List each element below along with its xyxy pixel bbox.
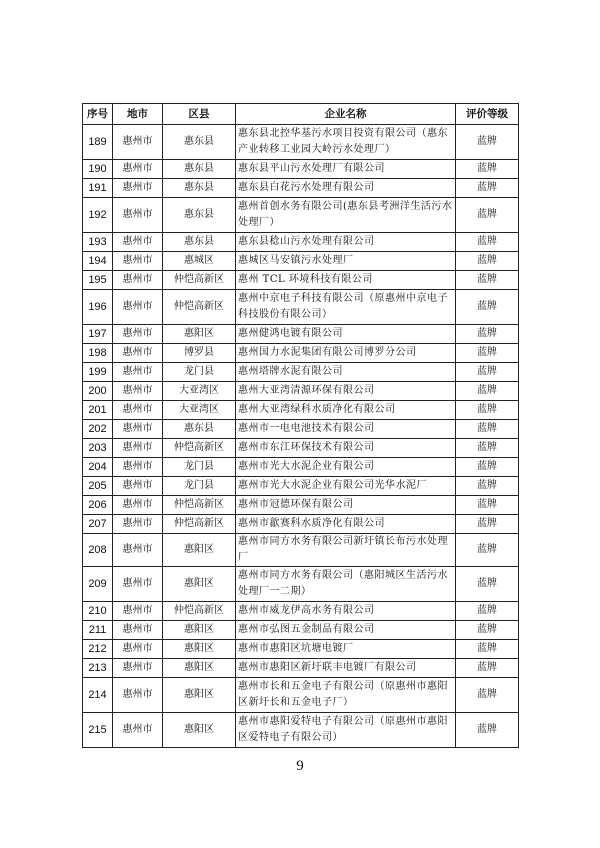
table-row — [83, 678, 519, 713]
row-county: 仲恺高新区 — [163, 271, 236, 290]
row-county: 惠阳区 — [163, 325, 236, 344]
row-county: 惠东县 — [163, 179, 236, 198]
row-city: 惠州市 — [113, 439, 163, 458]
row-number: 214 — [83, 678, 113, 713]
row-grade: 蓝牌 — [456, 420, 519, 439]
row-grade: 蓝牌 — [456, 382, 519, 401]
row-number: 201 — [83, 401, 113, 420]
row-city: 惠州市 — [113, 252, 163, 271]
row-number: 197 — [83, 325, 113, 344]
table-row — [83, 621, 519, 640]
row-city: 惠州市 — [113, 567, 163, 602]
row-number: 198 — [83, 344, 113, 363]
row-company-name: 惠东县北控华基污水项目投资有限公司（惠东产业转移工业园大岭污水处理厂） — [236, 125, 456, 160]
row-number: 210 — [83, 602, 113, 621]
row-number: 190 — [83, 160, 113, 179]
row-city: 惠州市 — [113, 640, 163, 659]
row-number: 206 — [83, 496, 113, 515]
row-number: 203 — [83, 439, 113, 458]
row-county: 龙门县 — [163, 363, 236, 382]
header-county: 区县 — [163, 104, 236, 125]
row-number: 200 — [83, 382, 113, 401]
row-county: 惠阳区 — [163, 678, 236, 713]
row-city: 惠州市 — [113, 534, 163, 567]
row-city: 惠州市 — [113, 678, 163, 713]
row-county: 大亚湾区 — [163, 401, 236, 420]
table-row — [83, 534, 519, 567]
row-grade: 蓝牌 — [456, 534, 519, 567]
row-grade: 蓝牌 — [456, 325, 519, 344]
row-company-name: 惠州首创水务有限公司(惠东县考洲洋生活污水处理厂） — [236, 198, 456, 233]
row-company-name: 惠州市威龙伊高水务有限公司 — [236, 602, 456, 621]
row-company-name: 惠州市一电电池技术有限公司 — [236, 420, 456, 439]
row-number: 212 — [83, 640, 113, 659]
header-company: 企业名称 — [236, 104, 456, 125]
table-row — [83, 713, 519, 748]
row-county: 惠东县 — [163, 160, 236, 179]
row-county: 惠城区 — [163, 252, 236, 271]
row-city: 惠州市 — [113, 198, 163, 233]
row-county: 仲恺高新区 — [163, 439, 236, 458]
row-company-name: 惠州市光大水泥企业有限公司 — [236, 458, 456, 477]
row-grade: 蓝牌 — [456, 678, 519, 713]
row-city: 惠州市 — [113, 477, 163, 496]
row-number: 193 — [83, 233, 113, 252]
row-number: 199 — [83, 363, 113, 382]
row-grade: 蓝牌 — [456, 477, 519, 496]
row-county: 仲恺高新区 — [163, 515, 236, 534]
row-city: 惠州市 — [113, 363, 163, 382]
row-grade: 蓝牌 — [456, 401, 519, 420]
row-city: 惠州市 — [113, 271, 163, 290]
table-row — [83, 567, 519, 602]
table-row — [83, 401, 519, 420]
table-row — [83, 602, 519, 621]
table-row — [83, 271, 519, 290]
header-no: 序号 — [83, 104, 113, 125]
row-county: 惠阳区 — [163, 659, 236, 678]
row-company-name: 惠州市惠阳区坑塘电镀厂 — [236, 640, 456, 659]
row-number: 195 — [83, 271, 113, 290]
row-county: 惠东县 — [163, 125, 236, 160]
table-row — [83, 496, 519, 515]
row-number: 189 — [83, 125, 113, 160]
row-company-name: 惠东县稔山污水处理有限公司 — [236, 233, 456, 252]
table-row — [83, 233, 519, 252]
row-county: 惠东县 — [163, 198, 236, 233]
row-county: 惠东县 — [163, 420, 236, 439]
page-number: 9 — [296, 758, 304, 774]
table-row — [83, 198, 519, 233]
row-number: 211 — [83, 621, 113, 640]
table-row — [83, 160, 519, 179]
row-number: 204 — [83, 458, 113, 477]
row-city: 惠州市 — [113, 515, 163, 534]
row-company-name: 惠州市歙赛科水质净化有限公司 — [236, 515, 456, 534]
row-company-name: 惠州市同方水务有限公司新圩镇长布污水处理厂 — [236, 534, 456, 567]
table-row — [83, 125, 519, 160]
row-number: 205 — [83, 477, 113, 496]
table-row — [83, 363, 519, 382]
table-row — [83, 458, 519, 477]
table-row — [83, 420, 519, 439]
table-row — [83, 179, 519, 198]
table-row — [83, 477, 519, 496]
row-county: 惠阳区 — [163, 621, 236, 640]
row-company-name: 惠州市惠阳爱特电子有限公司（原惠州市惠阳区爱特电子有限公司） — [236, 713, 456, 748]
table-row — [83, 382, 519, 401]
row-number: 207 — [83, 515, 113, 534]
row-county: 惠阳区 — [163, 534, 236, 567]
row-county: 龙门县 — [163, 458, 236, 477]
row-grade: 蓝牌 — [456, 458, 519, 477]
row-city: 惠州市 — [113, 621, 163, 640]
row-grade: 蓝牌 — [456, 621, 519, 640]
row-company-name: 惠州国力水泥集团有限公司博罗分公司 — [236, 344, 456, 363]
row-grade: 蓝牌 — [456, 233, 519, 252]
row-company-name: 惠州 TCL 环境科技有限公司 — [236, 271, 456, 290]
row-company-name: 惠东县平山污水处理厂有限公司 — [236, 160, 456, 179]
row-number: 215 — [83, 713, 113, 748]
row-grade: 蓝牌 — [456, 252, 519, 271]
row-company-name: 惠州大亚湾清源环保有限公司 — [236, 382, 456, 401]
row-grade: 蓝牌 — [456, 496, 519, 515]
row-company-name: 惠州市长和五金电子有限公司（原惠州市惠阳区新圩长和五金电子厂） — [236, 678, 456, 713]
row-company-name: 惠州中京电子科技有限公司（原惠州中京电子科技股份有限公司） — [236, 290, 456, 325]
row-city: 惠州市 — [113, 325, 163, 344]
enterprise-rating-table — [82, 103, 519, 748]
row-grade: 蓝牌 — [456, 640, 519, 659]
row-grade: 蓝牌 — [456, 713, 519, 748]
row-grade: 蓝牌 — [456, 602, 519, 621]
row-city: 惠州市 — [113, 458, 163, 477]
row-number: 194 — [83, 252, 113, 271]
row-company-name: 惠州市弘图五金制品有限公司 — [236, 621, 456, 640]
row-company-name: 惠州市光大水泥企业有限公司光华水泥厂 — [236, 477, 456, 496]
header-grade: 评价等级 — [456, 104, 519, 125]
row-number: 202 — [83, 420, 113, 439]
row-company-name: 惠州市同方水务有限公司（惠阳城区生活污水处理厂一二期） — [236, 567, 456, 602]
row-grade: 蓝牌 — [456, 344, 519, 363]
row-county: 惠阳区 — [163, 713, 236, 748]
row-number: 192 — [83, 198, 113, 233]
row-grade: 蓝牌 — [456, 198, 519, 233]
row-grade: 蓝牌 — [456, 567, 519, 602]
row-county: 惠阳区 — [163, 567, 236, 602]
row-grade: 蓝牌 — [456, 439, 519, 458]
row-company-name: 惠州健鸿电镀有限公司 — [236, 325, 456, 344]
row-city: 惠州市 — [113, 420, 163, 439]
row-number: 208 — [83, 534, 113, 567]
table-header-row — [83, 104, 519, 125]
row-grade: 蓝牌 — [456, 179, 519, 198]
row-county: 惠东县 — [163, 233, 236, 252]
row-company-name: 惠州市冠德环保有限公司 — [236, 496, 456, 515]
row-county: 惠阳区 — [163, 640, 236, 659]
row-city: 惠州市 — [113, 659, 163, 678]
row-number: 209 — [83, 567, 113, 602]
row-company-name: 惠州塔牌水泥有限公司 — [236, 363, 456, 382]
table-row — [83, 325, 519, 344]
table-row — [83, 439, 519, 458]
row-city: 惠州市 — [113, 344, 163, 363]
row-city: 惠州市 — [113, 233, 163, 252]
table-row — [83, 640, 519, 659]
row-city: 惠州市 — [113, 496, 163, 515]
row-county: 博罗县 — [163, 344, 236, 363]
row-grade: 蓝牌 — [456, 515, 519, 534]
row-city: 惠州市 — [113, 382, 163, 401]
row-grade: 蓝牌 — [456, 363, 519, 382]
row-grade: 蓝牌 — [456, 290, 519, 325]
row-city: 惠州市 — [113, 290, 163, 325]
row-company-name: 惠州市东江环保技术有限公司 — [236, 439, 456, 458]
row-company-name: 惠东县白花污水处理有限公司 — [236, 179, 456, 198]
row-grade: 蓝牌 — [456, 659, 519, 678]
row-grade: 蓝牌 — [456, 160, 519, 179]
row-city: 惠州市 — [113, 179, 163, 198]
table-row — [83, 252, 519, 271]
table-row — [83, 515, 519, 534]
table-row — [83, 659, 519, 678]
row-city: 惠州市 — [113, 160, 163, 179]
row-city: 惠州市 — [113, 713, 163, 748]
row-grade: 蓝牌 — [456, 271, 519, 290]
row-county: 仲恺高新区 — [163, 496, 236, 515]
row-county: 仲恺高新区 — [163, 290, 236, 325]
row-number: 196 — [83, 290, 113, 325]
row-county: 仲恺高新区 — [163, 602, 236, 621]
row-company-name: 惠州大亚湾绿科水质净化有限公司 — [236, 401, 456, 420]
row-county: 大亚湾区 — [163, 382, 236, 401]
row-city: 惠州市 — [113, 602, 163, 621]
header-city: 地市 — [113, 104, 163, 125]
row-company-name: 惠州市惠阳区新圩联丰电镀厂有限公司 — [236, 659, 456, 678]
row-company-name: 惠城区马安镇污水处理厂 — [236, 252, 456, 271]
row-city: 惠州市 — [113, 401, 163, 420]
row-number: 191 — [83, 179, 113, 198]
table-row — [83, 344, 519, 363]
row-grade: 蓝牌 — [456, 125, 519, 160]
table-row — [83, 290, 519, 325]
row-number: 213 — [83, 659, 113, 678]
row-county: 龙门县 — [163, 477, 236, 496]
row-city: 惠州市 — [113, 125, 163, 160]
